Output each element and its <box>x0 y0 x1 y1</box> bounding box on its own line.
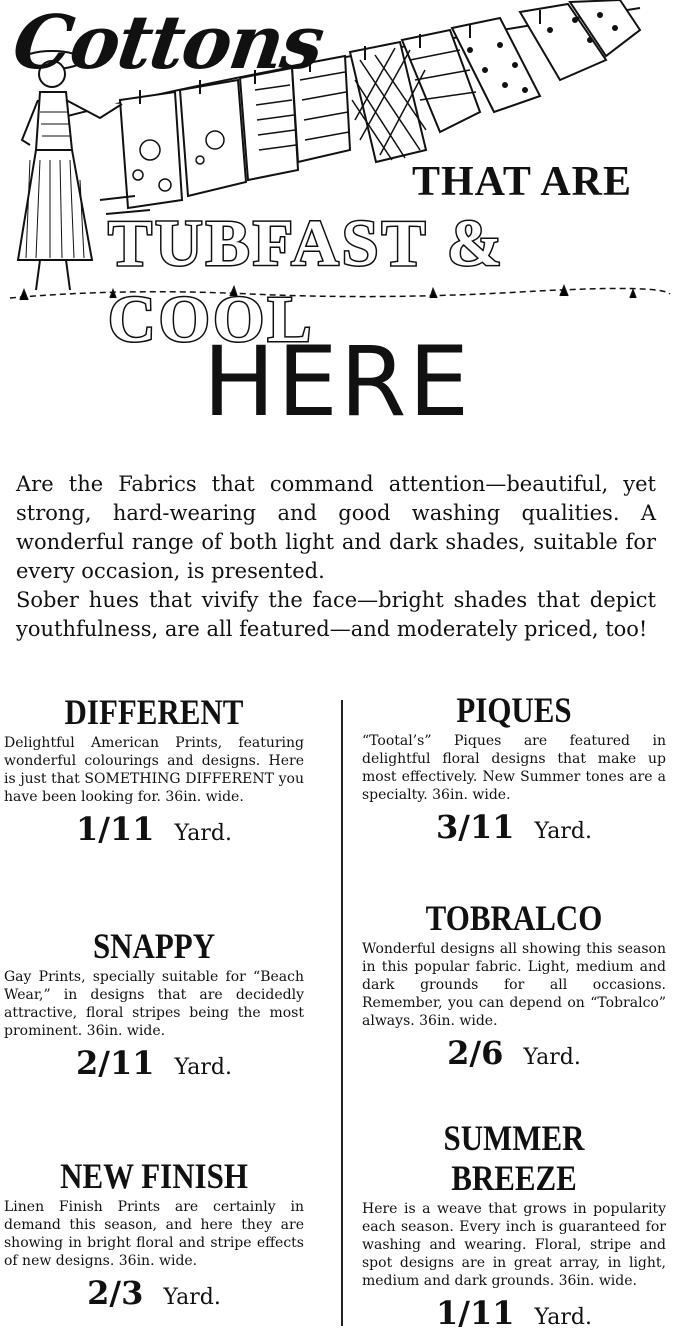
price-amount: 3/11 <box>435 808 515 846</box>
item-piques <box>362 690 666 846</box>
item-summer-breeze <box>362 1118 666 1331</box>
item-description: Wonderful designs all showing this season in this popular fabric. Light, medium and dark grounds for all occasions. Remember, you can depend on “Tobralco” always. 36in. wide. <box>362 941 666 1029</box>
item-price <box>4 1044 304 1082</box>
intro-paragraph-1: Are the Fabrics that command attention—beautiful, yet strong, hard-wearing and good washing qualities. A wonderful range of both light and dark shades, suitable for every occasion, is presented. <box>16 472 656 583</box>
price-unit: Yard. <box>534 1305 592 1330</box>
item-title: SUMMER BREEZE <box>443 1118 585 1198</box>
item-description: “Tootal’s” Piques are featured in delightful floral designs that make up most effectively. New Summer tones are a specialty. 36in. wide. <box>362 733 666 803</box>
price-amount: 2/3 <box>87 1274 144 1312</box>
price-unit: Yard. <box>174 1055 232 1080</box>
item-tobralco <box>362 898 666 1072</box>
price-unit: Yard. <box>163 1285 221 1310</box>
item-description: Delightful American Prints, featuring wonderful colourings and designs. Here is just that SOMETHING DIFFERENT you have been looking for. 36in. wide. <box>4 735 304 805</box>
item-description: Linen Finish Prints are certainly in demand this season, and here they are showing in bright floral and stripe effects of new designs. 36in. wide. <box>4 1199 304 1269</box>
price-unit: Yard. <box>534 819 592 844</box>
item-title: SNAPPY <box>92 926 216 966</box>
intro-text <box>16 470 656 644</box>
price-amount: 1/11 <box>75 810 155 848</box>
item-price <box>362 1294 666 1331</box>
tubfast-cool-title: TUBFAST & COOL <box>108 207 505 356</box>
price-amount: 2/11 <box>75 1044 155 1082</box>
cottons-script-title: Cottons <box>7 0 328 86</box>
header-banner <box>0 0 674 356</box>
item-title: DIFFERENT <box>64 692 244 732</box>
item-new-finish <box>4 1156 304 1312</box>
item-title: PIQUES <box>456 690 572 730</box>
that-are-title: THAT ARE <box>412 159 633 205</box>
price-amount: 1/11 <box>435 1294 515 1331</box>
price-amount: 2/6 <box>447 1034 504 1072</box>
item-snappy <box>4 926 304 1082</box>
item-price <box>4 810 304 848</box>
item-price <box>4 1274 304 1312</box>
item-different <box>4 692 304 848</box>
item-description: Gay Prints, specially suitable for “Beach Wear,” in designs that are decidedly attractive, floral stripes being the most prominent. 36in. wide. <box>4 969 304 1039</box>
item-price <box>362 808 666 846</box>
item-title: TOBRALCO <box>425 898 603 938</box>
price-unit: Yard. <box>523 1045 581 1070</box>
intro-paragraph-2: Sober hues that vivify the face—bright shades that depict youthfulness, are all featured—and moderately priced, too! <box>16 588 656 641</box>
item-description: Here is a weave that grows in popularity each season. Every inch is guaranteed for washing and wearing. Floral, stripe and spot designs are in great array, in light, medium and dark grounds. 36in. wide. <box>362 1201 666 1289</box>
item-title: NEW FINISH <box>60 1156 248 1196</box>
item-price <box>362 1034 666 1072</box>
here-headline: HERE <box>202 326 472 438</box>
price-unit: Yard. <box>174 821 232 846</box>
column-divider <box>341 700 343 1326</box>
